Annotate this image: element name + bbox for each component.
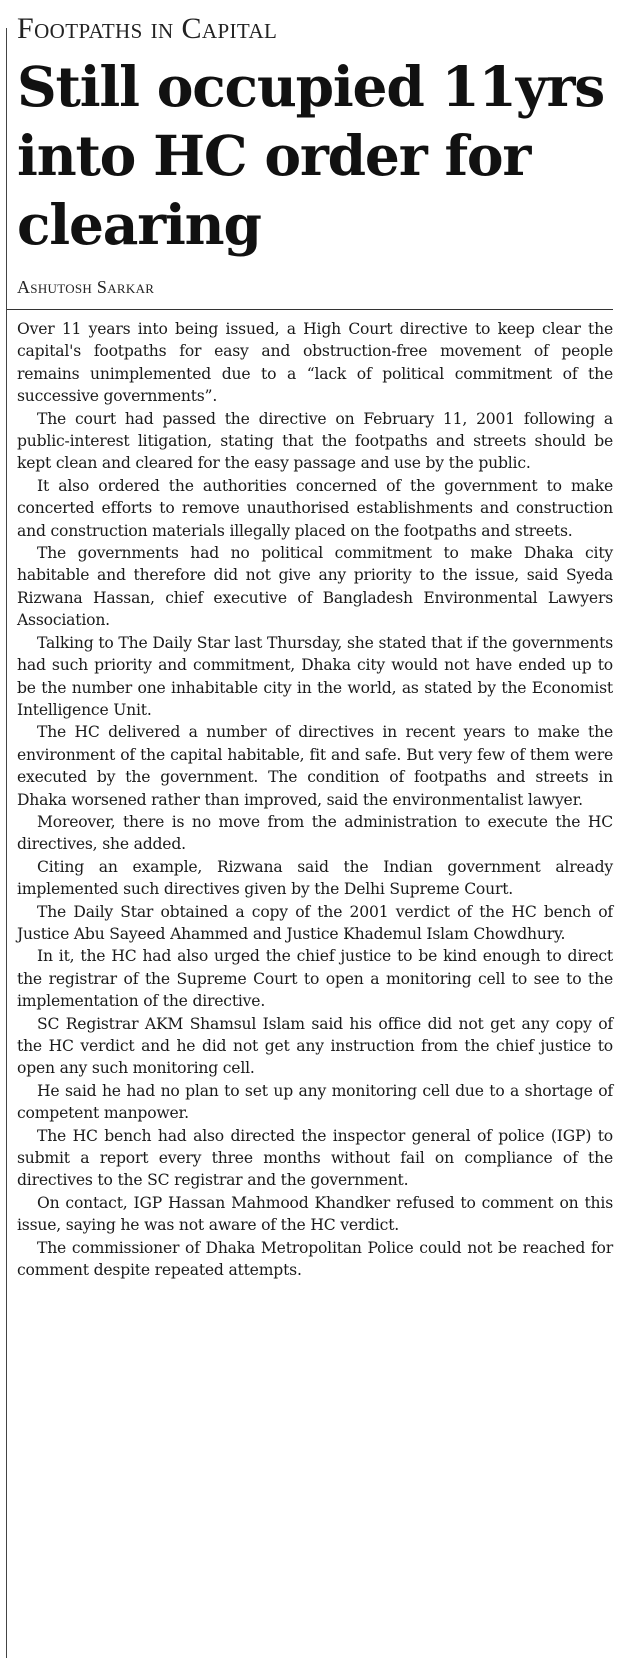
paragraph: The HC bench had also directed the inspector general of police (IGP) to submit a report every three months without fail on compliance of the directives to the SC registrar and the government. xyxy=(17,1126,613,1190)
paragraph: Over 11 years into being issued, a High Court directive to keep clear the capital's footpaths for easy and obstruction-free movement of people remains unimplemented due to a “lack of political commitment of the successive governments”. xyxy=(17,320,613,406)
paragraph: The court had passed the directive on February 11, 2001 following a public-interest litigation, stating that the footpaths and streets should be kept clean and cleared for the easy passage and use by the public. xyxy=(17,409,613,473)
paragraph: On contact, IGP Hassan Mahmood Khandker refused to comment on this issue, saying he was not aware of the HC verdict. xyxy=(17,1193,613,1235)
paragraph: The commissioner of Dhaka Metropolitan Police could not be reached for comment despite repeated attempts. xyxy=(17,1238,613,1280)
news-article xyxy=(17,10,613,1281)
column-rule xyxy=(6,28,7,1658)
paragraph: In it, the HC had also urged the chief justice to be kind enough to direct the registrar of the Supreme Court to open a monitoring cell to see to the implementation of the directive. xyxy=(17,947,613,1011)
article-headline: Still occupied 11yrs into HC order for clearing xyxy=(17,54,604,257)
article-kicker: Footpaths in Capital xyxy=(17,12,278,45)
paragraph: Moreover, there is no move from the administration to execute the HC directives, she added. xyxy=(17,812,613,854)
paragraph: The HC delivered a number of directives in recent years to make the environment of the capital habitable, fit and safe. But very few of them were executed by the government. The condition of footpaths and streets in Dhaka worsened rather than improved, said the environmentalist lawyer. xyxy=(17,723,613,809)
paragraph: It also ordered the authorities concerned of the government to make concerted efforts to remove unauthorised establishments and construction and construction materials illegally placed on the footpaths and streets. xyxy=(17,476,613,540)
paragraph: Talking to The Daily Star last Thursday, she stated that if the governments had such priority and commitment, Dhaka city would not have ended up to be the number one inhabitable city in the world, as stated by the Economist Intelligence Unit. xyxy=(17,633,613,719)
paragraph: He said he had no plan to set up any monitoring cell due to a shortage of competent manpower. xyxy=(17,1081,613,1123)
paragraph: The governments had no political commitment to make Dhaka city habitable and therefore did not give any priority to the issue, said Syeda Rizwana Hassan, chief executive of Bangladesh Environmental Lawyers Association. xyxy=(17,544,613,630)
byline-divider xyxy=(7,309,613,310)
article-body xyxy=(17,318,613,1281)
paragraph: Citing an example, Rizwana said the Indian government already implemented such directives given by the Delhi Supreme Court. xyxy=(17,857,613,899)
paragraph: The Daily Star obtained a copy of the 2001 verdict of the HC bench of Justice Abu Sayeed Ahammed and Justice Khademul Islam Chowdhury. xyxy=(17,902,613,943)
article-byline: Ashutosh Sarkar xyxy=(17,277,155,297)
paragraph: SC Registrar AKM Shamsul Islam said his office did not get any copy of the HC verdict and he did not get any instruction from the chief justice to open any such monitoring cell. xyxy=(17,1014,613,1078)
